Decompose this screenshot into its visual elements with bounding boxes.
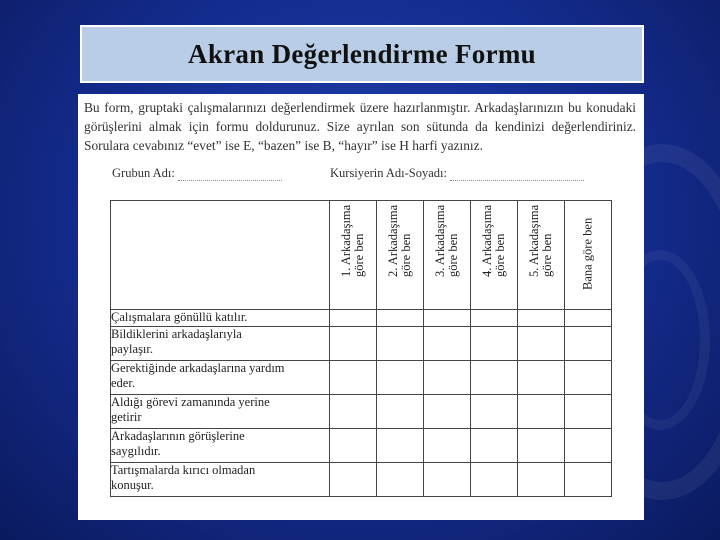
answer-cell[interactable]: [565, 327, 612, 361]
answer-cell[interactable]: [518, 310, 565, 327]
form-sheet: [78, 94, 644, 520]
criterion-text: getirir: [111, 410, 142, 424]
column-header-line: Bana göre ben: [580, 217, 595, 290]
answer-cell[interactable]: [330, 429, 377, 463]
table-row: [111, 327, 612, 361]
column-header-4: [471, 201, 518, 310]
column-header-text: [528, 205, 554, 277]
column-header-text: [434, 205, 460, 277]
criterion-text: Arkadaşlarının görüşlerine: [111, 429, 245, 443]
instructions-text: Bu form, gruptaki çalışmalarınızı değerlendirmek üzere hazırlanmıştır. Arkadaşlarınızın bu konudaki görüşlerini almak için formu doldurunuz. Size ayrılan son sütunda da kendinizi değerlendiriniz. Sorulara cevabınız “evet” ise E, “bazen” ise B, “hayır” ise H harfi yazınız.: [84, 100, 636, 153]
column-header-1: [330, 201, 377, 310]
group-name-label: Grubun Adı:: [112, 166, 175, 180]
answer-cell[interactable]: [330, 361, 377, 395]
participant-name-label: Kursiyerin Adı-Soyadı:: [330, 166, 448, 180]
criterion-cell: [111, 327, 330, 361]
answer-cell[interactable]: [377, 361, 424, 395]
answer-cell[interactable]: [518, 361, 565, 395]
answer-cell[interactable]: [471, 310, 518, 327]
answer-cell[interactable]: [377, 327, 424, 361]
participant-name-blank: [450, 180, 584, 181]
answer-cell[interactable]: [518, 429, 565, 463]
column-header-text: [582, 218, 595, 290]
column-header-line: göre ben: [493, 233, 507, 277]
answer-cell[interactable]: [471, 327, 518, 361]
column-header-text: [481, 205, 507, 277]
header-corner-cell: [111, 201, 330, 310]
answer-cell[interactable]: [330, 463, 377, 497]
criterion-text: Gerektiğinde arkadaşlarına yardım: [111, 361, 285, 375]
answer-cell[interactable]: [330, 395, 377, 429]
column-header-3: [424, 201, 471, 310]
answer-cell[interactable]: [330, 327, 377, 361]
answer-cell[interactable]: [377, 463, 424, 497]
answer-cell[interactable]: [424, 429, 471, 463]
answer-cell[interactable]: [424, 395, 471, 429]
criterion-text: Çalışmalara gönüllü katılır.: [111, 310, 248, 324]
answer-cell[interactable]: [424, 327, 471, 361]
answer-cell[interactable]: [330, 310, 377, 327]
column-header-line: 2. Arkadaşıma: [386, 204, 400, 277]
evaluation-table: [110, 200, 612, 497]
answer-cell[interactable]: [377, 429, 424, 463]
answer-cell[interactable]: [424, 463, 471, 497]
criterion-cell: [111, 429, 330, 463]
answer-cell[interactable]: [424, 361, 471, 395]
column-header-line: 5. Arkadaşıma: [527, 204, 541, 277]
criterion-text: Tartışmalarda kırıcı olmadan: [111, 463, 256, 477]
page-title: Akran Değerlendirme Formu: [188, 38, 536, 69]
table-row: [111, 395, 612, 429]
column-header-2: [377, 201, 424, 310]
column-header-6: [565, 201, 612, 310]
answer-cell[interactable]: [565, 361, 612, 395]
criterion-text: paylaşır.: [111, 342, 154, 356]
column-header-line: göre ben: [399, 233, 413, 277]
column-header-line: 4. Arkadaşıma: [480, 204, 494, 277]
column-header-line: göre ben: [446, 233, 460, 277]
column-header-line: göre ben: [540, 233, 554, 277]
answer-cell[interactable]: [471, 361, 518, 395]
answer-cell[interactable]: [471, 395, 518, 429]
group-name-blank: [178, 180, 282, 181]
column-header-line: 3. Arkadaşıma: [433, 204, 447, 277]
criterion-text: konuşur.: [111, 478, 154, 492]
answer-cell[interactable]: [565, 310, 612, 327]
answer-cell[interactable]: [565, 395, 612, 429]
answer-cell[interactable]: [377, 395, 424, 429]
criterion-text: Aldığı görevi zamanında yerine: [111, 395, 270, 409]
criterion-cell: [111, 361, 330, 395]
table-row: [111, 361, 612, 395]
column-header-text: [340, 205, 366, 277]
answer-cell[interactable]: [565, 463, 612, 497]
column-header-text: [387, 205, 413, 277]
title-banner: [80, 25, 644, 83]
criterion-text: saygılıdır.: [111, 444, 161, 458]
table-body: [111, 310, 612, 497]
answer-cell[interactable]: [377, 310, 424, 327]
table-row: [111, 429, 612, 463]
criterion-cell: [111, 310, 330, 327]
criterion-cell: [111, 463, 330, 497]
answer-cell[interactable]: [518, 463, 565, 497]
column-header-line: 1. Arkadaşıma: [339, 204, 353, 277]
answer-cell[interactable]: [518, 395, 565, 429]
answer-cell[interactable]: [471, 429, 518, 463]
criterion-cell: [111, 395, 330, 429]
answer-cell[interactable]: [565, 429, 612, 463]
column-header-5: [518, 201, 565, 310]
answer-cell[interactable]: [471, 463, 518, 497]
participant-name-field: [330, 166, 584, 181]
group-name-field: [112, 166, 282, 181]
criterion-text: eder.: [111, 376, 135, 390]
answer-cell[interactable]: [424, 310, 471, 327]
column-header-line: göre ben: [352, 233, 366, 277]
answer-cell[interactable]: [518, 327, 565, 361]
table-header-row: [111, 201, 612, 310]
table-row: [111, 463, 612, 497]
table-row: [111, 310, 612, 327]
criterion-text: Bildiklerini arkadaşlarıyla: [111, 327, 242, 341]
